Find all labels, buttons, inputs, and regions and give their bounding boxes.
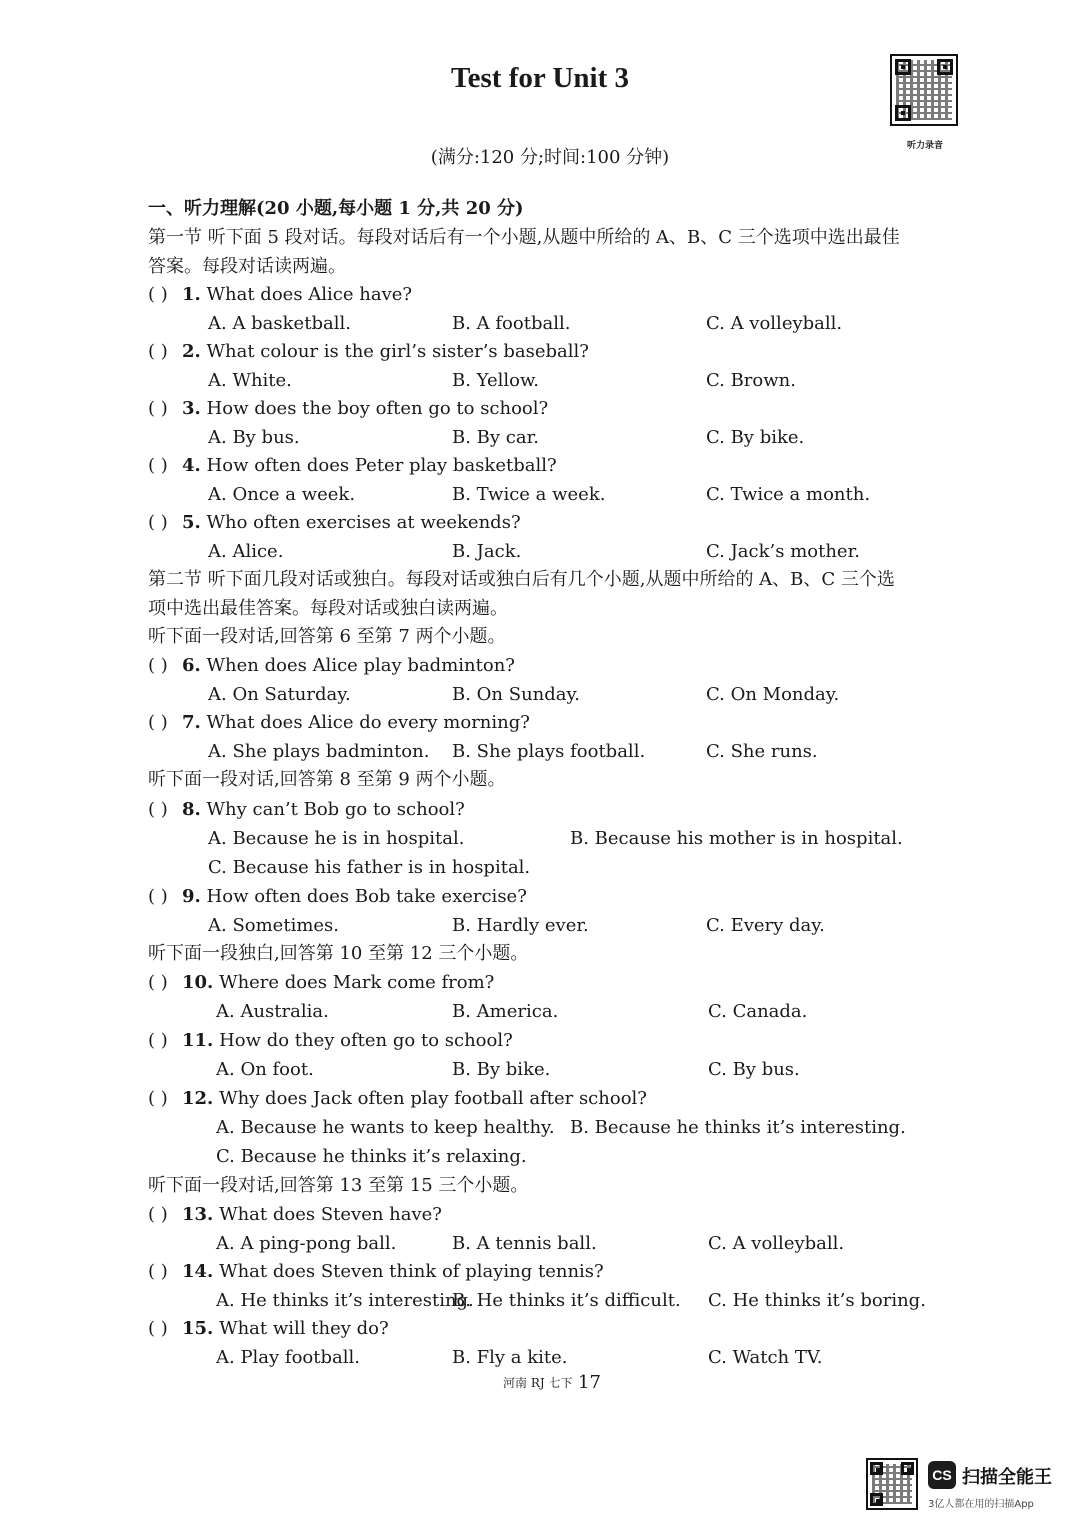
test-score-time: (满分:120 分;时间:100 分钟) — [430, 147, 670, 168]
question-6: ( ) 6. When does Alice play badminton? — [148, 655, 515, 676]
option-c: C. Canada. — [708, 1001, 808, 1022]
intro-10-12: 听下面一段独白,回答第 10 至第 12 三个小题。 — [148, 943, 529, 964]
option-c: C. By bike. — [706, 427, 805, 448]
qr-code-audio[interactable] — [890, 54, 958, 126]
option-a: A. Sometimes. — [208, 915, 340, 936]
option-a: A. She plays badminton. — [208, 741, 430, 762]
answer-blank[interactable]: ( ) — [148, 1204, 168, 1225]
answer-blank[interactable]: ( ) — [148, 341, 168, 362]
page-number: 17 — [578, 1372, 601, 1393]
section1-instructions: 第一节 听下面 5 段对话。每段对话后有一个小题,从题中所给的 A、B、C 三个选项中选出最佳 — [148, 227, 900, 248]
option-c: C. She runs. — [706, 741, 818, 762]
option-a: A. A ping-pong ball. — [216, 1233, 397, 1254]
question-9: ( ) 9. How often does Bob take exercise? — [148, 886, 527, 907]
option-a: A. Australia. — [216, 1001, 329, 1022]
option-b: B. Twice a week. — [452, 484, 606, 505]
question-8: ( ) 8. Why can’t Bob go to school? — [148, 799, 465, 820]
question-5: ( ) 5. Who often exercises at weekends? — [148, 512, 521, 533]
option-c: C. He thinks it’s boring. — [708, 1290, 926, 1311]
option-c: C. A volleyball. — [706, 313, 843, 334]
answer-blank[interactable]: ( ) — [148, 1030, 168, 1051]
option-b: B. Because he thinks it’s interesting. — [570, 1117, 906, 1138]
option-c: C. Jack’s mother. — [706, 541, 860, 562]
question-1: ( ) 1. What does Alice have? — [148, 284, 413, 305]
section2-instructions: 第二节 听下面几段对话或独白。每段对话或独白后有几个小题,从题中所给的 A、B、C 三个选 — [148, 569, 895, 590]
option-a: A. He thinks it’s interesting. — [216, 1290, 474, 1311]
option-a: A. On foot. — [216, 1059, 314, 1080]
option-c: C. Watch TV. — [708, 1347, 823, 1368]
option-b: B. Fly a kite. — [452, 1347, 568, 1368]
section1-instructions-cont: 答案。每段对话读两遍。 — [148, 256, 346, 277]
option-a: A. On Saturday. — [208, 684, 351, 705]
qr-caption: 听力录音 — [906, 141, 943, 151]
answer-blank[interactable]: ( ) — [148, 1088, 168, 1109]
option-c: C. Twice a month. — [706, 484, 871, 505]
question-2: ( ) 2. What colour is the girl’s sister’s baseball? — [148, 341, 589, 362]
question-14: ( ) 14. What does Steven think of playing tennis? — [148, 1261, 604, 1282]
option-b: B. Because his mother is in hospital. — [570, 828, 903, 849]
option-a: A. Because he is in hospital. — [208, 828, 465, 849]
answer-blank[interactable]: ( ) — [148, 512, 168, 533]
camscanner-logo-icon: CS — [928, 1461, 956, 1489]
option-a: A. Because he wants to keep healthy. — [216, 1117, 555, 1138]
option-b: B. By bike. — [452, 1059, 551, 1080]
question-15: ( ) 15. What will they do? — [148, 1318, 389, 1339]
option-a: A. Once a week. — [208, 484, 356, 505]
option-c: C. Because his father is in hospital. — [208, 857, 531, 878]
footer-edition: 河南 RJ 七下 — [503, 1376, 573, 1390]
answer-blank[interactable]: ( ) — [148, 1318, 168, 1339]
option-b: B. By car. — [452, 427, 539, 448]
option-b: B. Jack. — [452, 541, 522, 562]
answer-blank[interactable]: ( ) — [148, 455, 168, 476]
option-b: B. A tennis ball. — [452, 1233, 597, 1254]
option-c: C. By bus. — [708, 1059, 800, 1080]
answer-blank[interactable]: ( ) — [148, 712, 168, 733]
answer-blank[interactable]: ( ) — [148, 886, 168, 907]
question-10: ( ) 10. Where does Mark come from? — [148, 972, 495, 993]
option-a: A. By bus. — [208, 427, 300, 448]
option-c: C. Brown. — [706, 370, 796, 391]
question-13: ( ) 13. What does Steven have? — [148, 1204, 442, 1225]
question-4: ( ) 4. How often does Peter play basketball? — [148, 455, 557, 476]
test-title: Test for Unit 3 — [450, 62, 630, 94]
option-b: B. On Sunday. — [452, 684, 581, 705]
answer-blank[interactable]: ( ) — [148, 398, 168, 419]
answer-blank[interactable]: ( ) — [148, 284, 168, 305]
option-b: B. Hardly ever. — [452, 915, 589, 936]
answer-blank[interactable]: ( ) — [148, 799, 168, 820]
option-a: A. A basketball. — [208, 313, 351, 334]
answer-blank[interactable]: ( ) — [148, 972, 168, 993]
option-a: A. White. — [208, 370, 292, 391]
scanner-qr-code[interactable] — [866, 1458, 918, 1510]
option-c: C. A volleyball. — [708, 1233, 845, 1254]
option-c: C. Every day. — [706, 915, 825, 936]
answer-blank[interactable]: ( ) — [148, 655, 168, 676]
option-b: B. A football. — [452, 313, 571, 334]
option-c: C. Because he thinks it’s relaxing. — [216, 1146, 527, 1167]
scanner-tagline: 3亿人都在用的扫描App — [928, 1499, 1034, 1510]
option-b: B. Yellow. — [452, 370, 539, 391]
question-3: ( ) 3. How does the boy often go to school? — [148, 398, 549, 419]
answer-blank[interactable]: ( ) — [148, 1261, 168, 1282]
option-a: A. Play football. — [216, 1347, 360, 1368]
intro-8-9: 听下面一段对话,回答第 8 至第 9 两个小题。 — [148, 769, 506, 790]
part1-heading: 一、听力理解(20 小题,每小题 1 分,共 20 分) — [148, 198, 524, 219]
option-c: C. On Monday. — [706, 684, 840, 705]
option-b: B. He thinks it’s difficult. — [452, 1290, 681, 1311]
section2-instructions-cont: 项中选出最佳答案。每段对话或独白读两遍。 — [148, 598, 508, 619]
intro-13-15: 听下面一段对话,回答第 13 至第 15 三个小题。 — [148, 1175, 529, 1196]
option-b: B. America. — [452, 1001, 559, 1022]
question-12: ( ) 12. Why does Jack often play football after school? — [148, 1088, 647, 1109]
question-11: ( ) 11. How do they often go to school? — [148, 1030, 513, 1051]
option-b: B. She plays football. — [452, 741, 646, 762]
question-7: ( ) 7. What does Alice do every morning? — [148, 712, 530, 733]
intro-6-7: 听下面一段对话,回答第 6 至第 7 两个小题。 — [148, 626, 506, 647]
option-a: A. Alice. — [208, 541, 284, 562]
scanner-app-name: 扫描全能王 — [962, 1467, 1052, 1488]
